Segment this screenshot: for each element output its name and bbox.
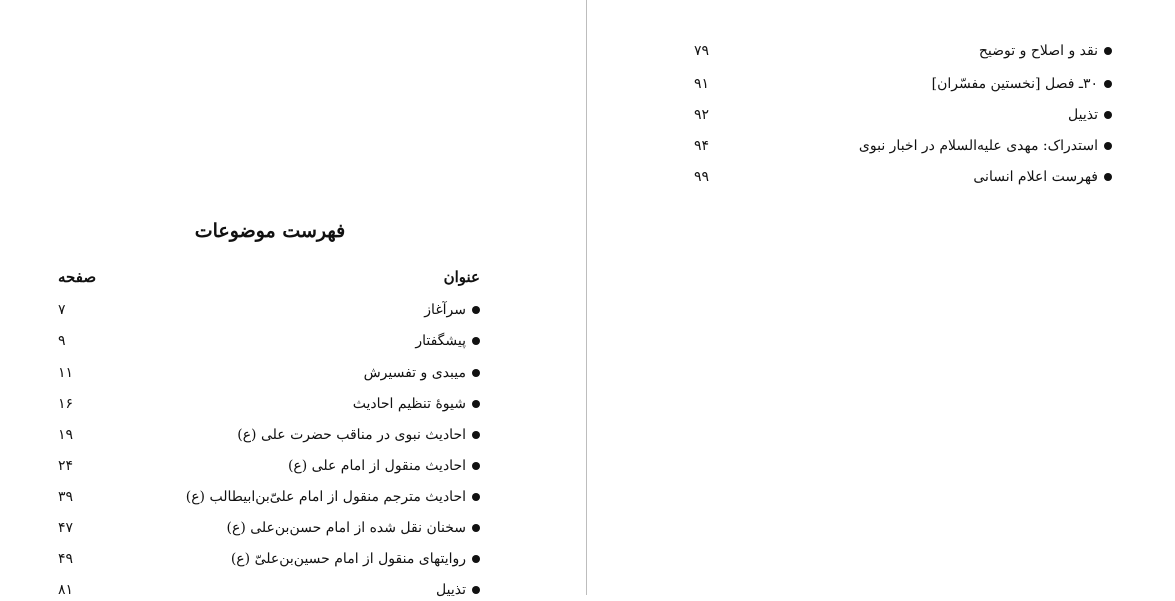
toc-page-number: ۷ [58,302,66,318]
left-page [0,0,586,598]
toc-page-number: ۴۹ [58,551,74,567]
toc-title: احادیث مترجم منقول از امام علیّ‌بن‌ابیطالب (ع) [185,489,466,505]
toc-title: سرآغاز [424,302,466,318]
toc-title: پیشگفتار [415,333,466,349]
toc-entry [694,166,1112,188]
toc-entry [58,330,480,352]
bullet-icon [472,462,480,470]
bullet-icon [1104,142,1112,150]
toc-entry [58,362,480,384]
toc-page-number: ۷۹ [694,43,710,59]
bullet-icon [472,431,480,439]
bullet-icon [472,306,480,314]
toc-entry [58,424,480,446]
toc-page-number: ۹ [58,333,66,349]
bullet-icon [472,337,480,345]
toc-heading: فهرست موضوعات [194,220,346,242]
toc-title: ۳۰ـ فصل [نخستین مفسّران] [931,76,1098,92]
column-header-page: صفحه [58,268,97,286]
toc-page-number: ۴۷ [58,520,74,536]
toc-title: فهرست اعلام انسانی [973,169,1098,185]
toc-entry [58,455,480,477]
toc-entry [58,486,480,508]
toc-page-number: ۹۹ [694,169,710,185]
toc-entry [58,548,480,570]
toc-entry [58,517,480,539]
toc-page-number: ۱۱ [58,365,74,381]
bullet-icon [472,586,480,594]
toc-title: سخنان نقل شده از امام حسن‌بن‌علی (ع) [226,520,466,536]
toc-title: استدراک: مهدی علیه‌السلام در اخبار نبوی [858,138,1098,154]
bullet-icon [1104,111,1112,119]
toc-title: روایتهای منقول از امام حسین‌بن‌علیّ (ع) [230,551,466,567]
toc-entry [58,579,480,601]
bullet-icon [472,400,480,408]
toc-page-number: ۹۱ [694,76,710,92]
toc-title: شیوهٔ تنظیم احادیث [352,396,466,412]
toc-entry [694,40,1112,62]
toc-entry [694,135,1112,157]
toc-title: احادیث نبوی در مناقب حضرت علی (ع) [237,427,466,443]
toc-page-number: ۳۹ [58,489,74,505]
toc-page-number: ۸۱ [58,582,74,598]
toc-page-number: ۹۲ [694,107,710,123]
bullet-icon [1104,173,1112,181]
bullet-icon [1104,80,1112,88]
toc-entry [694,104,1112,126]
toc-title: تذییل [436,582,466,598]
toc-page-number: ۲۴ [58,458,74,474]
toc-entry [58,299,480,321]
toc-page-number: ۱۹ [58,427,74,443]
toc-page-number: ۹۴ [694,138,710,154]
bullet-icon [472,493,480,501]
toc-entry [58,393,480,415]
toc-title: میبدی و تفسیرش [363,365,466,381]
bullet-icon [472,524,480,532]
toc-entry [694,73,1112,95]
toc-title: نقد و اصلاح و توضیح [978,43,1098,59]
page-divider [586,0,587,595]
toc-title: تذییل [1068,107,1098,123]
bullet-icon [472,555,480,563]
bullet-icon [472,369,480,377]
bullet-icon [1104,47,1112,55]
toc-page-number: ۱۶ [58,396,74,412]
column-header-title: عنوان [443,268,480,286]
toc-title: احادیث منقول از امام علی (ع) [287,458,466,474]
